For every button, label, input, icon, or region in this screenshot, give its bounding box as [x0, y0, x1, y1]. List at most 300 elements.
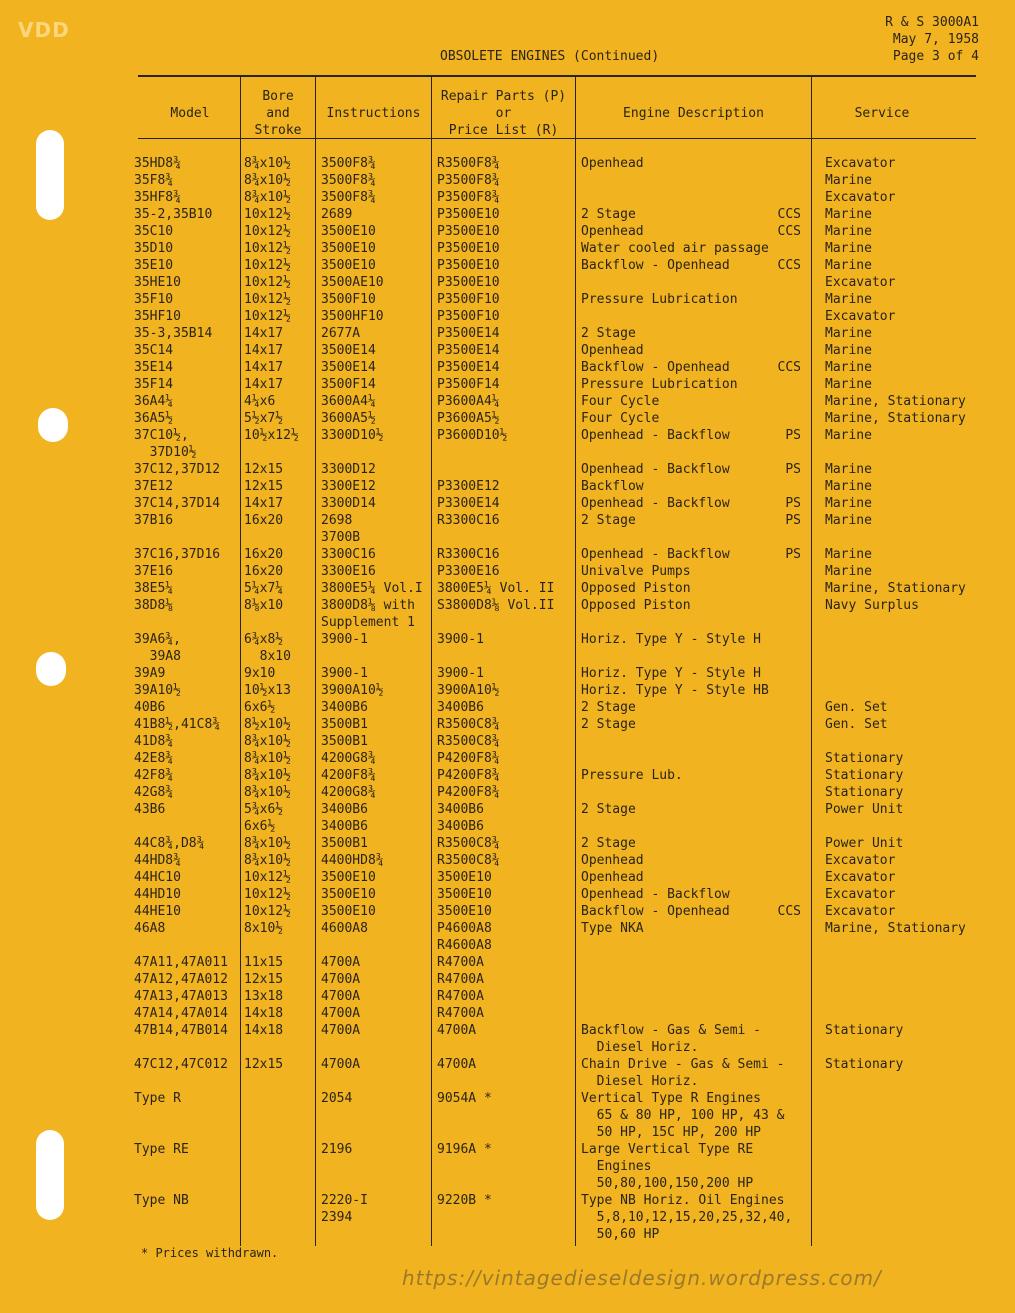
table-row	[0, 870, 1015, 887]
description-code-cell: PS	[785, 513, 801, 528]
description-cell: 2 Stage	[581, 700, 636, 715]
instructions-cell: 3900-1	[321, 632, 368, 647]
service-cell: Marine	[825, 377, 872, 392]
description-cell: Openhead	[581, 224, 644, 239]
repair-parts-cell: P3300E14	[437, 496, 500, 511]
table-row	[0, 615, 1015, 632]
table-row	[0, 717, 1015, 734]
description-cell: Type NB Horiz. Oil Engines	[581, 1193, 785, 1208]
repair-parts-cell: P3500F8¾	[437, 173, 500, 188]
bore-stroke-cell: 12x15	[244, 479, 284, 494]
instructions-cell: 3400B6	[321, 802, 368, 817]
table-row	[0, 921, 1015, 938]
instructions-cell: 4700A	[321, 989, 361, 1004]
description-cell: Openhead	[581, 343, 644, 358]
repair-parts-cell: R3500F8¾	[437, 156, 500, 171]
instructions-cell: 3500F10	[321, 292, 376, 307]
instructions-cell: 3900-1	[321, 666, 368, 681]
model-cell: Type RE	[134, 1142, 189, 1157]
repair-parts-cell: S3800D8⅛ Vol.II	[437, 598, 555, 613]
model-cell: Type NB	[134, 1193, 189, 1208]
model-cell: 44HC10	[134, 870, 181, 885]
bore-stroke-cell: 16x20	[244, 564, 284, 579]
instructions-cell: 3300D14	[321, 496, 376, 511]
column-header-bore	[241, 88, 315, 139]
description-code-cell: PS	[785, 496, 801, 511]
table-row	[0, 1159, 1015, 1176]
table-row	[0, 445, 1015, 462]
instructions-cell: 3500E10	[321, 870, 376, 885]
bore-stroke-cell: 10x12½	[244, 258, 291, 273]
column-header-parts	[432, 88, 575, 139]
repair-parts-cell: R3300C16	[437, 547, 500, 562]
footnote: * Prices withdrawn.	[141, 1246, 279, 1260]
repair-parts-cell: R4600A8	[437, 938, 492, 953]
instructions-cell: 3600A5½	[321, 411, 376, 426]
service-cell: Marine, Stationary	[825, 394, 966, 409]
description-code-cell: PS	[785, 547, 801, 562]
bore-stroke-cell: 8¾x10½	[244, 853, 291, 868]
model-cell: 35E14	[134, 360, 174, 375]
table-row	[0, 1040, 1015, 1057]
instructions-cell: 3700B	[321, 530, 361, 545]
description-code-cell: PS	[785, 428, 801, 443]
repair-parts-cell: P4600A8	[437, 921, 492, 936]
service-cell: Navy Surplus	[825, 598, 919, 613]
service-cell: Marine	[825, 258, 872, 273]
bore-stroke-cell: 8¾x10½	[244, 751, 291, 766]
repair-parts-cell: 3500E10	[437, 904, 492, 919]
repair-parts-cell: P3500E10	[437, 275, 500, 290]
table-row	[0, 734, 1015, 751]
description-cell: Backflow - Openhead	[581, 904, 730, 919]
table-row	[0, 1176, 1015, 1193]
table-row	[0, 1074, 1015, 1091]
service-cell: Stationary	[825, 751, 904, 766]
service-cell: Marine	[825, 360, 872, 375]
table-row	[0, 700, 1015, 717]
repair-parts-cell: P4200F8¾	[437, 768, 500, 783]
instructions-cell: 4700A	[321, 955, 361, 970]
instructions-cell: 3300E16	[321, 564, 376, 579]
description-cell: Openhead - Backflow	[581, 428, 730, 443]
table-row	[0, 207, 1015, 224]
repair-parts-cell: R4700A	[437, 989, 484, 1004]
description-cell: Four Cycle	[581, 411, 660, 426]
bore-stroke-cell: 14x17	[244, 377, 284, 392]
repair-parts-cell: P3500F8¾	[437, 190, 500, 205]
repair-parts-cell: P3600A5½	[437, 411, 500, 426]
column-header-service: Service	[854, 106, 910, 121]
service-cell: Marine	[825, 173, 872, 188]
bore-stroke-cell: 8¾x10½	[244, 785, 291, 800]
description-code-cell: PS	[785, 462, 801, 477]
service-cell: Stationary	[825, 768, 904, 783]
service-cell: Marine, Stationary	[825, 921, 966, 936]
instructions-cell: 4200G8¾	[321, 785, 376, 800]
instructions-cell: 3500E14	[321, 360, 376, 375]
description-cell: 50 HP, 15C HP, 200 HP	[581, 1125, 762, 1140]
instructions-cell: 2394	[321, 1210, 353, 1225]
model-cell: 37C12,37D12	[134, 462, 221, 477]
model-cell: 42E8¾	[134, 751, 174, 766]
bore-stroke-cell: 8¾x10½	[244, 836, 291, 851]
instructions-cell: 3500F8¾	[321, 173, 376, 188]
table-row	[0, 989, 1015, 1006]
instructions-cell: 3600A4¼	[321, 394, 376, 409]
bore-stroke-cell: 8¾x10½	[244, 156, 291, 171]
bore-stroke-cell: 12x15	[244, 972, 284, 987]
description-cell: Large Vertical Type RE	[581, 1142, 754, 1157]
table-row	[0, 955, 1015, 972]
description-cell: Opposed Piston	[581, 581, 691, 596]
instructions-cell: Supplement 1	[321, 615, 415, 630]
repair-parts-cell: 3400B6	[437, 819, 484, 834]
model-cell: 42G8¾	[134, 785, 174, 800]
repair-parts-cell: R4700A	[437, 955, 484, 970]
model-cell: 35D10	[134, 241, 174, 256]
model-cell: 35-2,35B10	[134, 207, 213, 222]
service-cell: Power Unit	[825, 802, 904, 817]
model-cell: 35F10	[134, 292, 174, 307]
table-row	[0, 343, 1015, 360]
service-cell: Marine	[825, 479, 872, 494]
model-cell: 47B14,47B014	[134, 1023, 228, 1038]
instructions-cell: 3300C16	[321, 547, 376, 562]
column-header-bore-line: Bore	[262, 89, 294, 104]
instructions-cell: 2689	[321, 207, 353, 222]
table-row	[0, 190, 1015, 207]
table-row	[0, 564, 1015, 581]
bore-stroke-cell: 10x12½	[244, 275, 291, 290]
instructions-cell: 3400B6	[321, 819, 368, 834]
model-cell: 36A4¼	[134, 394, 174, 409]
repair-parts-cell: P3500F10	[437, 309, 500, 324]
service-cell: Marine	[825, 462, 872, 477]
table-top-rule	[138, 75, 976, 77]
instructions-cell: 3500F14	[321, 377, 376, 392]
service-cell: Marine	[825, 513, 872, 528]
model-cell: 38D8⅛	[134, 598, 174, 613]
bore-stroke-cell: 14x17	[244, 326, 284, 341]
description-cell: Openhead	[581, 870, 644, 885]
repair-parts-cell: P3500E10	[437, 207, 500, 222]
bore-stroke-cell: 14x17	[244, 496, 284, 511]
service-cell: Gen. Set	[825, 700, 888, 715]
instructions-cell: 3800D8⅛ with	[321, 598, 415, 613]
column-header-parts-line: or	[495, 106, 512, 121]
instructions-cell: 3500HF10	[321, 309, 384, 324]
service-cell: Stationary	[825, 1023, 904, 1038]
column-header-parts-line: Repair Parts (P)	[440, 89, 567, 104]
column-header-bore-line: and	[266, 106, 290, 121]
description-cell: Pressure Lubrication	[581, 377, 738, 392]
column-header-parts-line: Price List (R)	[448, 123, 559, 138]
model-cell: 47A12,47A012	[134, 972, 228, 987]
bore-stroke-cell: 10x12½	[244, 904, 291, 919]
repair-parts-cell: P4200F8¾	[437, 785, 500, 800]
description-cell: Openhead - Backflow	[581, 462, 730, 477]
instructions-cell: 4700A	[321, 1023, 361, 1038]
table-row	[0, 768, 1015, 785]
column-header-description: Engine Description	[623, 106, 764, 121]
table-row	[0, 1006, 1015, 1023]
service-cell: Marine	[825, 292, 872, 307]
table-row	[0, 649, 1015, 666]
model-cell: 35HD8¾	[134, 156, 181, 171]
table-row	[0, 598, 1015, 615]
model-cell: 35HE10	[134, 275, 181, 290]
table-row	[0, 309, 1015, 326]
model-cell: 35C10	[134, 224, 174, 239]
service-cell: Excavator	[825, 887, 896, 902]
description-cell: Openhead	[581, 156, 644, 171]
description-cell: Pressure Lub.	[581, 768, 683, 783]
instructions-cell: 3500AE10	[321, 275, 384, 290]
bore-stroke-cell: 6x6½	[244, 700, 276, 715]
description-cell: Opposed Piston	[581, 598, 691, 613]
repair-parts-cell: P3500F14	[437, 377, 500, 392]
description-cell: Chain Drive - Gas & Semi -	[581, 1057, 785, 1072]
table-row	[0, 394, 1015, 411]
bore-stroke-cell: 12x15	[244, 1057, 284, 1072]
instructions-cell: 3500B1	[321, 734, 368, 749]
instructions-cell: 3500E10	[321, 224, 376, 239]
table-row	[0, 156, 1015, 173]
service-cell: Stationary	[825, 1057, 904, 1072]
bore-stroke-cell: 14x18	[244, 1006, 284, 1021]
description-cell: 50,60 HP	[581, 1227, 660, 1242]
table-row	[0, 1125, 1015, 1142]
service-cell: Excavator	[825, 853, 896, 868]
description-cell: Backflow - Openhead	[581, 258, 730, 273]
table-row	[0, 496, 1015, 513]
table-row	[0, 411, 1015, 428]
model-cell: 44C8¾,D8¾	[134, 836, 205, 851]
model-cell: 47A11,47A011	[134, 955, 228, 970]
model-cell: 42F8¾	[134, 768, 174, 783]
description-cell: 2 Stage	[581, 836, 636, 851]
bore-stroke-cell: 10x12½	[244, 292, 291, 307]
bore-stroke-cell: 16x20	[244, 513, 284, 528]
model-cell: 39A8	[134, 649, 181, 664]
bore-stroke-cell: 14x17	[244, 343, 284, 358]
service-cell: Stationary	[825, 785, 904, 800]
service-cell: Marine, Stationary	[825, 411, 966, 426]
document-header	[885, 14, 979, 65]
description-code-cell: CCS	[777, 224, 801, 239]
bore-stroke-cell: 14x17	[244, 360, 284, 375]
repair-parts-cell: P3600D10½	[437, 428, 508, 443]
bore-stroke-cell: 8¾x10½	[244, 190, 291, 205]
repair-parts-cell: R3500C8¾	[437, 836, 500, 851]
repair-parts-cell: R3500C8¾	[437, 853, 500, 868]
instructions-cell: 3900A10½	[321, 683, 384, 698]
service-cell: Excavator	[825, 870, 896, 885]
model-cell: 36A5½	[134, 411, 174, 426]
instructions-cell: 3500F8¾	[321, 190, 376, 205]
page-title: OBSOLETE ENGINES (Continued)	[440, 49, 660, 64]
page-number: Page 3 of 4	[892, 49, 979, 64]
table-row	[0, 241, 1015, 258]
service-cell: Marine	[825, 207, 872, 222]
repair-parts-cell: 3400B6	[437, 700, 484, 715]
model-cell: 41B8½,41C8¾	[134, 717, 221, 732]
bore-stroke-cell: 8¾x10½	[244, 768, 291, 783]
description-cell: Openhead - Backflow	[581, 496, 730, 511]
repair-parts-cell: 9220B *	[437, 1193, 492, 1208]
description-cell: Four Cycle	[581, 394, 660, 409]
instructions-cell: 3500B1	[321, 836, 368, 851]
bore-stroke-cell: 8⅛x10	[244, 598, 284, 613]
repair-parts-cell: P3300E12	[437, 479, 500, 494]
service-cell: Marine, Stationary	[825, 581, 966, 596]
instructions-cell: 2677A	[321, 326, 361, 341]
instructions-cell: 3400B6	[321, 700, 368, 715]
service-cell: Excavator	[825, 190, 896, 205]
table-row	[0, 530, 1015, 547]
model-cell: 38E5¼	[134, 581, 174, 596]
model-cell: 35HF10	[134, 309, 181, 324]
table-row	[0, 428, 1015, 445]
repair-parts-cell: P3500E10	[437, 241, 500, 256]
bore-stroke-cell: 10x12½	[244, 309, 291, 324]
table-row	[0, 581, 1015, 598]
service-cell: Excavator	[825, 156, 896, 171]
bore-stroke-cell: 8¾x10½	[244, 734, 291, 749]
table-row	[0, 275, 1015, 292]
description-cell: 2 Stage	[581, 717, 636, 732]
model-cell: 35F8¾	[134, 173, 174, 188]
table-row	[0, 904, 1015, 921]
service-cell: Power Unit	[825, 836, 904, 851]
description-code-cell: CCS	[777, 207, 801, 222]
description-cell: 2 Stage	[581, 513, 636, 528]
table-row	[0, 853, 1015, 870]
model-cell: 37C14,37D14	[134, 496, 221, 511]
document-date: May 7, 1958	[892, 32, 979, 47]
description-cell: Vertical Type R Engines	[581, 1091, 762, 1106]
service-cell: Excavator	[825, 275, 896, 290]
table-row	[0, 836, 1015, 853]
service-cell: Marine	[825, 343, 872, 358]
bore-stroke-cell: 8½x10½	[244, 717, 291, 732]
table-row	[0, 1193, 1015, 1210]
bore-stroke-cell: 10x12½	[244, 887, 291, 902]
service-cell: Marine	[825, 224, 872, 239]
bore-stroke-cell: 5½x7½	[244, 411, 284, 426]
model-cell: 39A9	[134, 666, 166, 681]
description-cell: Pressure Lubrication	[581, 292, 738, 307]
bore-stroke-cell: 5¼x7¼	[244, 581, 284, 596]
service-cell: Gen. Set	[825, 717, 888, 732]
table-row	[0, 632, 1015, 649]
description-cell: 5,8,10,12,15,20,25,32,40,	[581, 1210, 793, 1225]
description-cell: 65 & 80 HP, 100 HP, 43 &	[581, 1108, 785, 1123]
table-row	[0, 173, 1015, 190]
table-row	[0, 258, 1015, 275]
bore-stroke-cell: 10x12½	[244, 207, 291, 222]
repair-parts-cell: P3500F10	[437, 292, 500, 307]
repair-parts-cell: R3500C8¾	[437, 734, 500, 749]
description-code-cell: CCS	[777, 904, 801, 919]
model-cell: 40B6	[134, 700, 166, 715]
instructions-cell: 4200F8¾	[321, 768, 376, 783]
service-cell: Marine	[825, 496, 872, 511]
instructions-cell: 4700A	[321, 1057, 361, 1072]
model-cell: 35C14	[134, 343, 174, 358]
description-cell: Diesel Horiz.	[581, 1040, 699, 1055]
description-cell: 2 Stage	[581, 207, 636, 222]
table-row	[0, 802, 1015, 819]
repair-parts-cell: 3900-1	[437, 632, 484, 647]
table-row	[0, 819, 1015, 836]
model-cell: 43B6	[134, 802, 166, 817]
instructions-cell: 3500B1	[321, 717, 368, 732]
repair-parts-cell: 9196A *	[437, 1142, 492, 1157]
bore-stroke-cell: 14x18	[244, 1023, 284, 1038]
model-cell: 47A14,47A014	[134, 1006, 228, 1021]
model-cell: 35-3,35B14	[134, 326, 213, 341]
description-code-cell: CCS	[777, 360, 801, 375]
instructions-cell: 3500F8¾	[321, 156, 376, 171]
table-row	[0, 1108, 1015, 1125]
instructions-cell: 4700A	[321, 1006, 361, 1021]
model-cell: 37C10½,	[134, 428, 189, 443]
model-cell: 44HE10	[134, 904, 181, 919]
model-cell: 37E12	[134, 479, 174, 494]
repair-parts-cell: R4700A	[437, 1006, 484, 1021]
bore-stroke-cell: 16x20	[244, 547, 284, 562]
bore-stroke-cell: 8¾x10½	[244, 173, 291, 188]
column-header-bore-line: Stroke	[254, 123, 302, 138]
repair-parts-cell: 3800E5¼ Vol. II	[437, 581, 555, 596]
table-row	[0, 887, 1015, 904]
repair-parts-cell: 3500E10	[437, 870, 492, 885]
instructions-cell: 4200G8¾	[321, 751, 376, 766]
repair-parts-cell: P3500E14	[437, 360, 500, 375]
table-row	[0, 1091, 1015, 1108]
repair-parts-cell: 3400B6	[437, 802, 484, 817]
repair-parts-cell: 9054A *	[437, 1091, 492, 1106]
repair-parts-cell: P3500E14	[437, 326, 500, 341]
description-cell: Engines	[581, 1159, 652, 1174]
repair-parts-cell: 4700A	[437, 1057, 477, 1072]
instructions-cell: 2196	[321, 1142, 353, 1157]
instructions-cell: 3300D10½	[321, 428, 384, 443]
bore-stroke-cell: 6¾x8½	[244, 632, 284, 647]
table-row	[0, 479, 1015, 496]
table-row	[0, 1142, 1015, 1159]
model-cell: 41D8¾	[134, 734, 174, 749]
repair-parts-cell: 3500E10	[437, 887, 492, 902]
table-row	[0, 1057, 1015, 1074]
repair-parts-cell: P3600A4¼	[437, 394, 500, 409]
model-cell: 47A13,47A013	[134, 989, 228, 1004]
service-cell: Marine	[825, 547, 872, 562]
instructions-cell: 3300E12	[321, 479, 376, 494]
description-cell: Diesel Horiz.	[581, 1074, 699, 1089]
bore-stroke-cell: 10½x12½	[244, 428, 299, 443]
model-cell: 47C12,47C012	[134, 1057, 228, 1072]
description-code-cell: CCS	[777, 258, 801, 273]
instructions-cell: 4700A	[321, 972, 361, 987]
description-cell: Openhead	[581, 853, 644, 868]
bore-stroke-cell: 10x12½	[244, 224, 291, 239]
bore-stroke-cell: 10½x13	[244, 683, 291, 698]
table-row	[0, 785, 1015, 802]
service-cell: Marine	[825, 564, 872, 579]
